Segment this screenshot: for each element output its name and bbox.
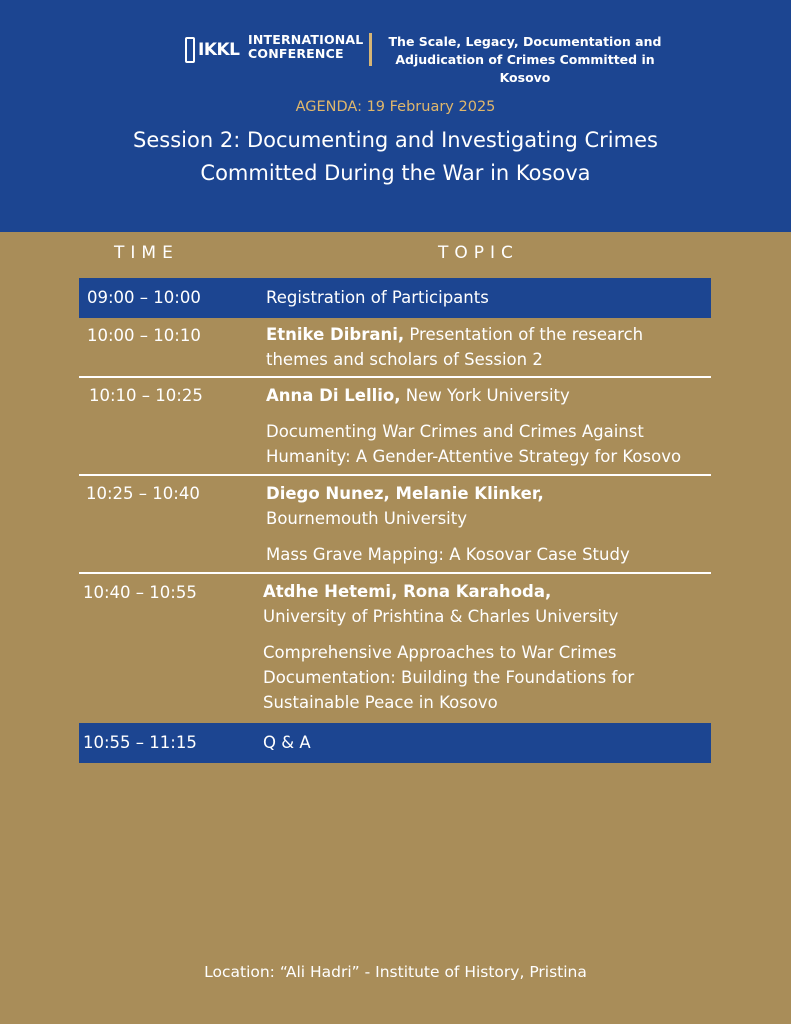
affiliation: New York University: [400, 386, 570, 405]
session-title-line-1: Session 2: Documenting and Investigating Crimes: [133, 128, 658, 152]
speaker-name: Atdhe Hetemi, Rona Karahoda,: [263, 582, 552, 601]
conference-title: [380, 33, 670, 87]
conference-title-line-1: The Scale, Legacy, Documentation and: [388, 34, 662, 49]
conference-title-line-2: Adjudication of Crimes Committed in Kosovo: [395, 52, 655, 85]
row-topic: Q & A: [263, 733, 311, 752]
row-time: 10:40 – 10:55: [83, 583, 197, 602]
row-time: 10:00 – 10:10: [87, 326, 201, 345]
agenda-row: [79, 574, 711, 722]
row-topic: [266, 322, 711, 372]
conference-label-line-1: INTERNATIONAL: [248, 32, 364, 47]
speaker-line: [266, 383, 711, 408]
topic-text-line-2: themes and scholars of Session 2: [266, 350, 543, 369]
speaker-name: Etnike Dibrani,: [266, 325, 405, 344]
agenda-row: [79, 318, 711, 378]
topic-text: Presentation of the research: [404, 325, 644, 344]
speaker-name: Diego Nunez, Melanie Klinker,: [266, 484, 544, 503]
row-time: 09:00 – 10:00: [87, 288, 201, 307]
talk-title-line-2: Documentation: Building the Foundations for: [263, 668, 635, 687]
agenda-date: AGENDA: 19 February 2025: [295, 99, 496, 115]
row-topic: [266, 481, 711, 567]
agenda-row: [79, 723, 711, 763]
logo-seal-icon: [185, 37, 195, 63]
speaker-name: Anna Di Lellio,: [266, 386, 401, 405]
conference-label: [248, 33, 363, 61]
header-divider: [369, 33, 372, 66]
row-time: 10:10 – 10:25: [89, 386, 203, 405]
affiliation: University of Prishtina & Charles University: [263, 607, 619, 626]
agenda-row: [79, 476, 711, 574]
talk-title-line-1: Comprehensive Approaches to War Crimes: [263, 643, 617, 662]
row-time: 10:25 – 10:40: [86, 484, 200, 503]
row-topic: Registration of Participants: [266, 288, 489, 307]
logo-text: IKKL: [198, 40, 240, 60]
event-location: Location: “Ali Hadri” - Institute of History, Pristina: [204, 963, 587, 981]
affiliation: Bournemouth University: [266, 509, 468, 528]
agenda-row: [79, 278, 711, 318]
ikkl-logo: [185, 36, 240, 64]
agenda-row: [79, 378, 711, 476]
column-header-time: TIME: [114, 243, 179, 263]
row-topic-line-1: [266, 322, 711, 347]
session-title-line-2: Committed During the War in Kosova: [200, 161, 591, 185]
talk-title-line-3: Sustainable Peace in Kosovo: [263, 693, 498, 712]
row-topic: [266, 383, 711, 469]
row-topic: [263, 579, 711, 715]
header-banner: [0, 0, 791, 232]
session-title: [0, 124, 791, 190]
talk-title-line-2: Humanity: A Gender-Attentive Strategy for Kosovo: [266, 447, 682, 466]
talk-title-line-1: Documenting War Crimes and Crimes Against: [266, 422, 644, 441]
row-time: 10:55 – 11:15: [83, 733, 197, 752]
talk-title-line-1: Mass Grave Mapping: A Kosovar Case Study: [266, 545, 630, 564]
conference-label-line-2: CONFERENCE: [248, 46, 344, 61]
column-header-topic: TOPIC: [438, 243, 519, 263]
